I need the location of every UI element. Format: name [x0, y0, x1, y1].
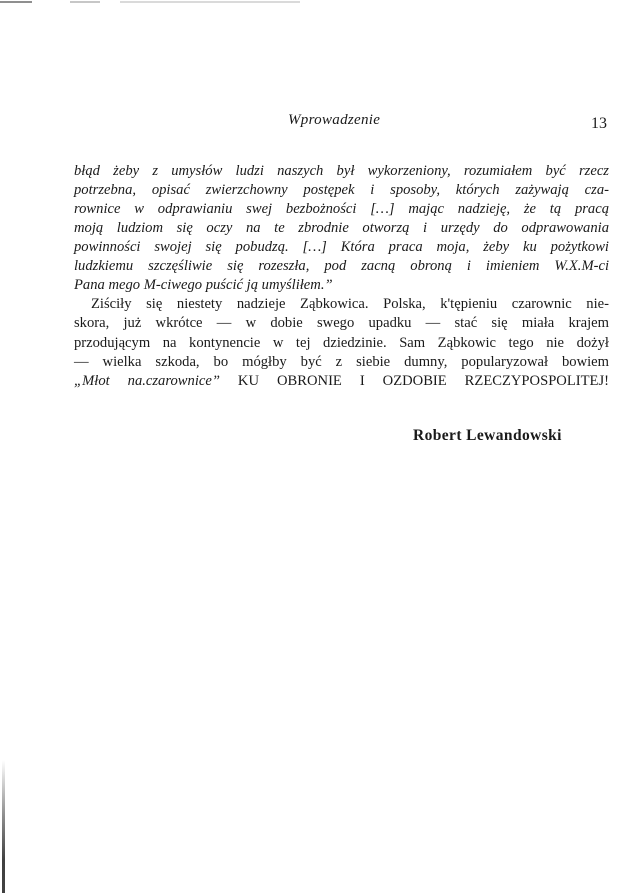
running-head — [0, 112, 629, 132]
body-line: Ziściły się niestety nadzieje Ząbkowica. Polska, k'tępieniu czarownic nie- — [91, 296, 609, 312]
closing-exclamation: KU OBRONIE I OZDOBIE RZECZYPOSPOLITEJ! — [219, 373, 609, 390]
quote-line: rownice w odprawianiu swej bezbożności […] mając nadzieję, że tą pracą — [74, 201, 609, 217]
author-signature: Robert Lewandowski — [413, 427, 562, 444]
body-line: skora, już wkrótce — w dobie swego upadku — stać się miała krajem — [74, 315, 609, 332]
quote-line: moją ludziom się oczy na te zbrodnie otworzą i urzędy do odprawowania — [74, 220, 609, 236]
quote-line: ludzkiemu szczęśliwie się rozeszła, pod zacną obroną i imieniem W.X.M-ci — [74, 258, 609, 274]
running-title: Wprowadzenie — [288, 112, 381, 128]
quote-block — [74, 162, 609, 295]
book-title: „Młot na.czarownice” — [74, 373, 220, 390]
quote-line: błąd żeby z umysłów ludzi naszych był wykorzeniony, rozumiałem być rzecz — [74, 163, 609, 179]
quote-line: potrzebna, opisać zwierzchowny postępek i sposoby, których zażywają cza- — [74, 182, 609, 198]
scan-edge-top — [0, 1, 629, 3]
body-line: — wielka szkoda, bo mógłby być z siebie dumny, popularyzował bowiem — [74, 353, 609, 370]
quote-line: Pana mego M-ciwego puścić ją umyśliłem.” — [74, 277, 333, 293]
body-line-last — [74, 372, 609, 391]
body-line: przodującym na kontynencie w tej dziedzinie. Sam Ząbkowic tego nie dożył — [74, 334, 609, 351]
quote-line: powinności swojej się pobudzą. […] Która praca moja, żeby ku pożytkowi — [74, 239, 609, 255]
scan-edge-left — [2, 760, 5, 893]
body-paragraph — [74, 295, 609, 391]
page-number: 13 — [591, 115, 607, 132]
